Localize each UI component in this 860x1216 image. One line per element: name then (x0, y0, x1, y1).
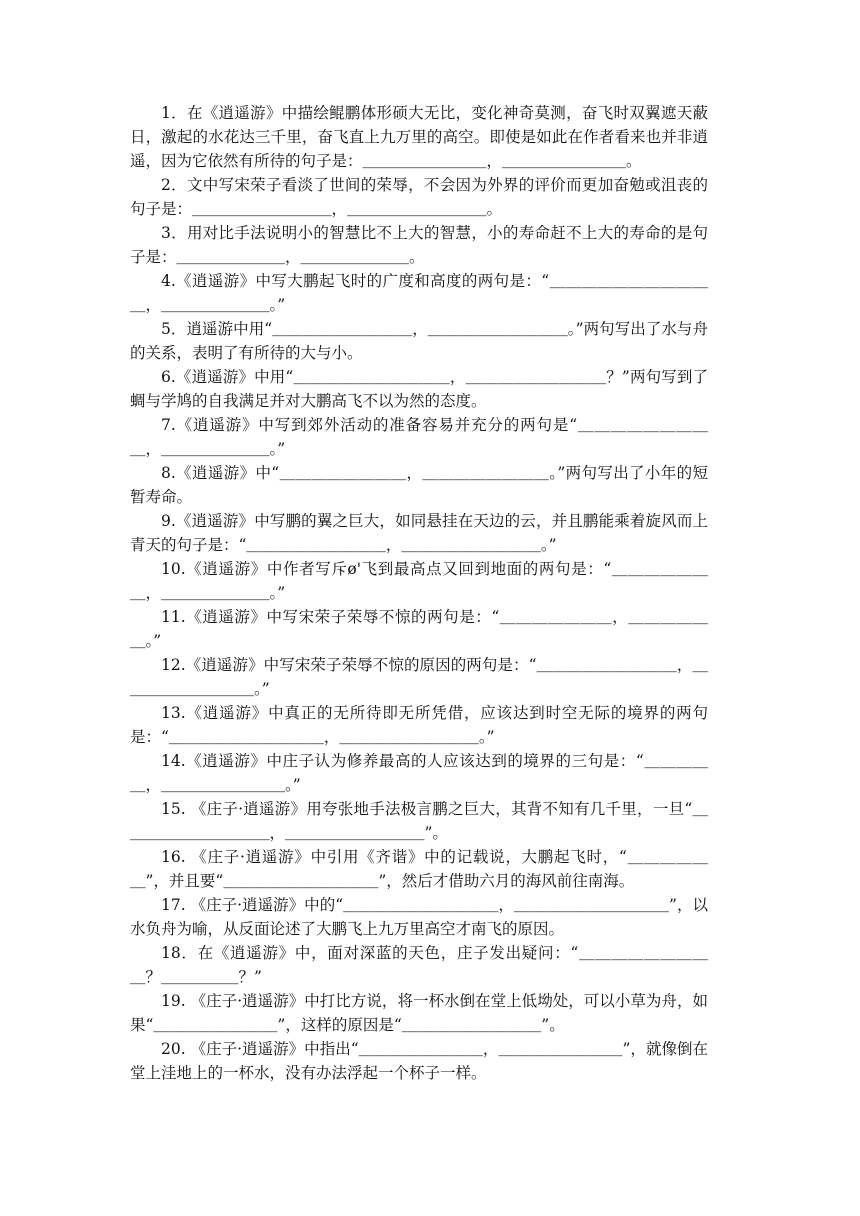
question-20: 20. 《庄子·逍遥游》中指出“＿＿＿＿＿＿＿＿，＿＿＿＿＿＿＿＿”，就像倒在堂上洼地上的一杯水，没有办法浮起一个杯子一样。 (130, 1040, 708, 1082)
question-3: 3．用对比手法说明小的智慧比不上大的智慧，小的寿命赶不上大的寿命的是句子是：＿＿＿＿＿＿＿，＿＿＿＿＿＿＿。 (130, 224, 708, 266)
question-11: 11.《逍遥游》中写宋荣子荣辱不惊的两句是：“＿＿＿＿＿＿＿，＿＿＿＿＿＿。” (130, 608, 708, 650)
question-10: 10.《逍遥游》中作者写斥ø'飞到最高点又回到地面的两句是：“＿＿＿＿＿＿＿，＿＿＿＿＿＿＿。” (130, 560, 708, 602)
question-18: 18．在《逍遥游》中，面对深蓝的天色，庄子发出疑问：“＿＿＿＿＿＿＿＿＿？＿＿＿＿＿？” (130, 944, 708, 986)
question-5: 5．逍遥游中用“＿＿＿＿＿＿＿＿＿，＿＿＿＿＿＿＿＿＿。”两句写出了水与舟的关系，表明了有所待的大与小。 (130, 320, 708, 362)
question-9: 9.《逍遥游》中写鹏的翼之巨大，如同悬挂在天边的云，并且鹏能乘着旋风而上青天的句子是：“＿＿＿＿＿＿＿＿＿，＿＿＿＿＿＿＿＿＿。” (130, 512, 708, 554)
question-6: 6.《逍遥游》中用“＿＿＿＿＿＿＿＿＿＿，＿＿＿＿＿＿＿＿＿？”两句写到了蜩与学鸠的自我满足并对大鹏高飞不以为然的态度。 (130, 368, 708, 410)
question-13: 13.《逍遥游》中真正的无所待即无所凭借，应该达到时空无际的境界的两句是：“＿＿＿＿＿＿＿＿＿＿，＿＿＿＿＿＿＿＿＿。” (130, 704, 708, 746)
question-14: 14.《逍遥游》中庄子认为修养最高的人应该达到的境界的三句是：“＿＿＿＿＿，＿＿＿＿＿＿＿＿。” (130, 752, 708, 794)
question-7: 7.《逍遥游》中写到郊外活动的准备容易并充分的两句是“＿＿＿＿＿＿＿＿＿，＿＿＿＿＿＿＿。” (130, 416, 708, 458)
question-15: 15. 《庄子·逍遥游》用夸张地手法极言鹏之巨大，其背不知有几千里，一旦“＿＿＿＿＿＿＿＿＿＿，＿＿＿＿＿＿＿＿＿”。 (130, 800, 708, 842)
question-2: 2．文中写宋荣子看淡了世间的荣辱，不会因为外界的评价而更加奋勉或沮丧的句子是：＿＿＿＿＿＿＿＿＿，＿＿＿＿＿＿＿＿＿。 (130, 176, 708, 218)
worksheet (130, 101, 708, 1085)
question-16: 16. 《庄子·逍遥游》中引用《齐谐》中的记载说，大鹏起飞时，“＿＿＿＿＿＿”，并且要“＿＿＿＿＿＿＿＿＿＿”，然后才借助六月的海风前往南海。 (130, 848, 708, 890)
question-12: 12.《逍遥游》中写宋荣子荣辱不惊的原因的两句是：“＿＿＿＿＿＿＿＿＿，＿＿＿＿＿＿＿＿＿。” (130, 656, 708, 698)
question-1: 1．在《逍遥游》中描绘鲲鹏体形硕大无比，变化神奇莫测，奋飞时双翼遮天蔽日，激起的水花达三千里，奋飞直上九万里的高空。即使是如此在作者看来也并非逍遥，因为它依然有所待的句子是：＿＿＿＿＿＿＿＿，＿＿＿＿＿＿＿＿。 (130, 104, 708, 170)
question-17: 17. 《庄子·逍遥游》中的“＿＿＿＿＿＿＿＿＿＿，＿＿＿＿＿＿＿＿＿＿”，以水负舟为喻，从反面论述了大鹏飞上九万里高空才南飞的原因。 (130, 896, 708, 938)
question-19: 19. 《庄子·逍遥游》中打比方说，将一杯水倒在堂上低坳处，可以小草为舟，如果“＿＿＿＿＿＿＿＿”，这样的原因是“＿＿＿＿＿＿＿＿＿”。 (130, 992, 708, 1034)
question-8: 8.《逍遥游》中“＿＿＿＿＿＿＿＿，＿＿＿＿＿＿＿＿。”两句写出了小年的短暂寿命。 (130, 464, 708, 506)
question-4: 4.《逍遥游》中写大鹏起飞时的广度和高度的两句是：“＿＿＿＿＿＿＿＿＿＿＿，＿＿＿＿＿＿＿。” (130, 272, 708, 314)
